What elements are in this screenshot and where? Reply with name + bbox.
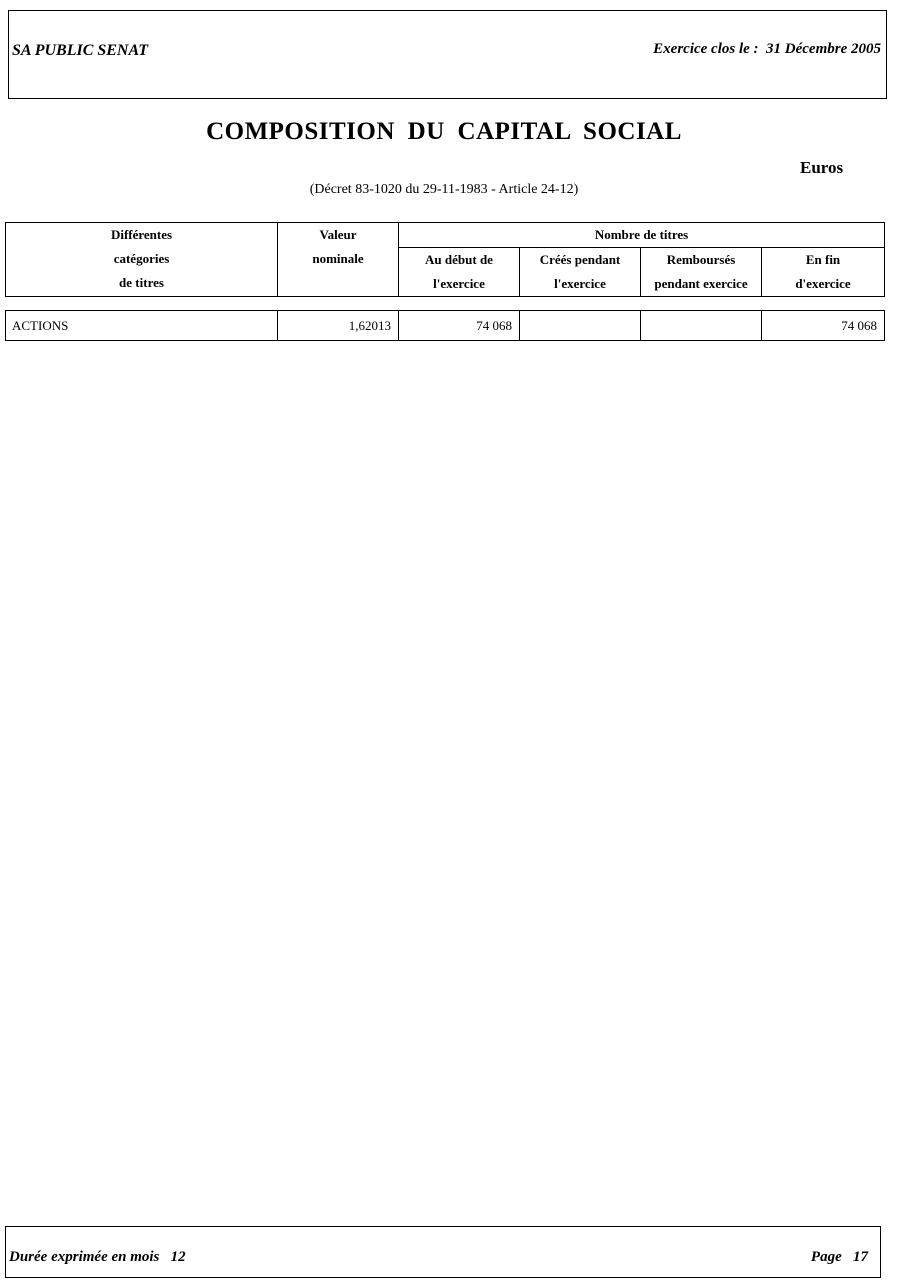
exercise-date: 31 Décembre 2005 <box>766 41 881 57</box>
header-start-line: l'exercice <box>433 276 485 291</box>
header-end <box>762 248 885 297</box>
page-label: Page <box>810 1249 842 1265</box>
currency-label: Euros <box>800 158 844 177</box>
header-redeemed-line: Remboursés <box>666 252 736 267</box>
header-start <box>399 248 520 297</box>
header-category <box>6 223 278 297</box>
table-row <box>6 311 885 341</box>
company-name: SA PUBLIC SENAT <box>12 42 149 59</box>
header-nominal-line: nominale <box>312 251 364 266</box>
duration-label: Durée exprimée en mois <box>9 1249 160 1265</box>
header-nominal <box>278 223 399 297</box>
header-end-line: En fin <box>805 252 841 267</box>
page-title: COMPOSITION DU CAPITAL SOCIAL <box>206 118 682 145</box>
duration-info <box>9 1249 186 1266</box>
page-number <box>811 1249 868 1266</box>
header-redeemed <box>641 248 762 297</box>
header-category-line: de titres <box>119 275 164 290</box>
exercise-closing <box>653 41 881 58</box>
decree-reference: (Décret 83-1020 du 29-11-1983 - Article 24-12) <box>309 182 579 197</box>
exercise-label: Exercice clos le : <box>653 41 759 57</box>
header-category-line: Différentes <box>110 227 173 242</box>
header-number-of-shares: Nombre de titres <box>399 223 885 248</box>
cell-category: ACTIONS <box>6 311 278 341</box>
header-created-line: l'exercice <box>554 276 606 291</box>
header-nominal-line: Valeur <box>319 227 357 242</box>
header-category-line: catégories <box>113 251 170 266</box>
page-number-value: 17 <box>853 1249 868 1265</box>
document-footer <box>5 1226 881 1278</box>
cell-nominal: 1,62013 <box>278 311 399 341</box>
cell-created <box>520 311 641 341</box>
cell-start: 74 068 <box>399 311 520 341</box>
header-created-line: Créés pendant <box>539 252 621 267</box>
capital-table-header <box>5 222 885 297</box>
header-start-line: Au début de <box>425 252 493 267</box>
capital-table-body <box>5 310 885 341</box>
cell-end: 74 068 <box>762 311 885 341</box>
header-created <box>520 248 641 297</box>
header-redeemed-line: pendant exercice <box>654 276 748 291</box>
duration-value: 12 <box>170 1249 186 1265</box>
document-header <box>8 10 887 99</box>
cell-redeemed <box>641 311 762 341</box>
header-end-line: d'exercice <box>795 276 851 291</box>
